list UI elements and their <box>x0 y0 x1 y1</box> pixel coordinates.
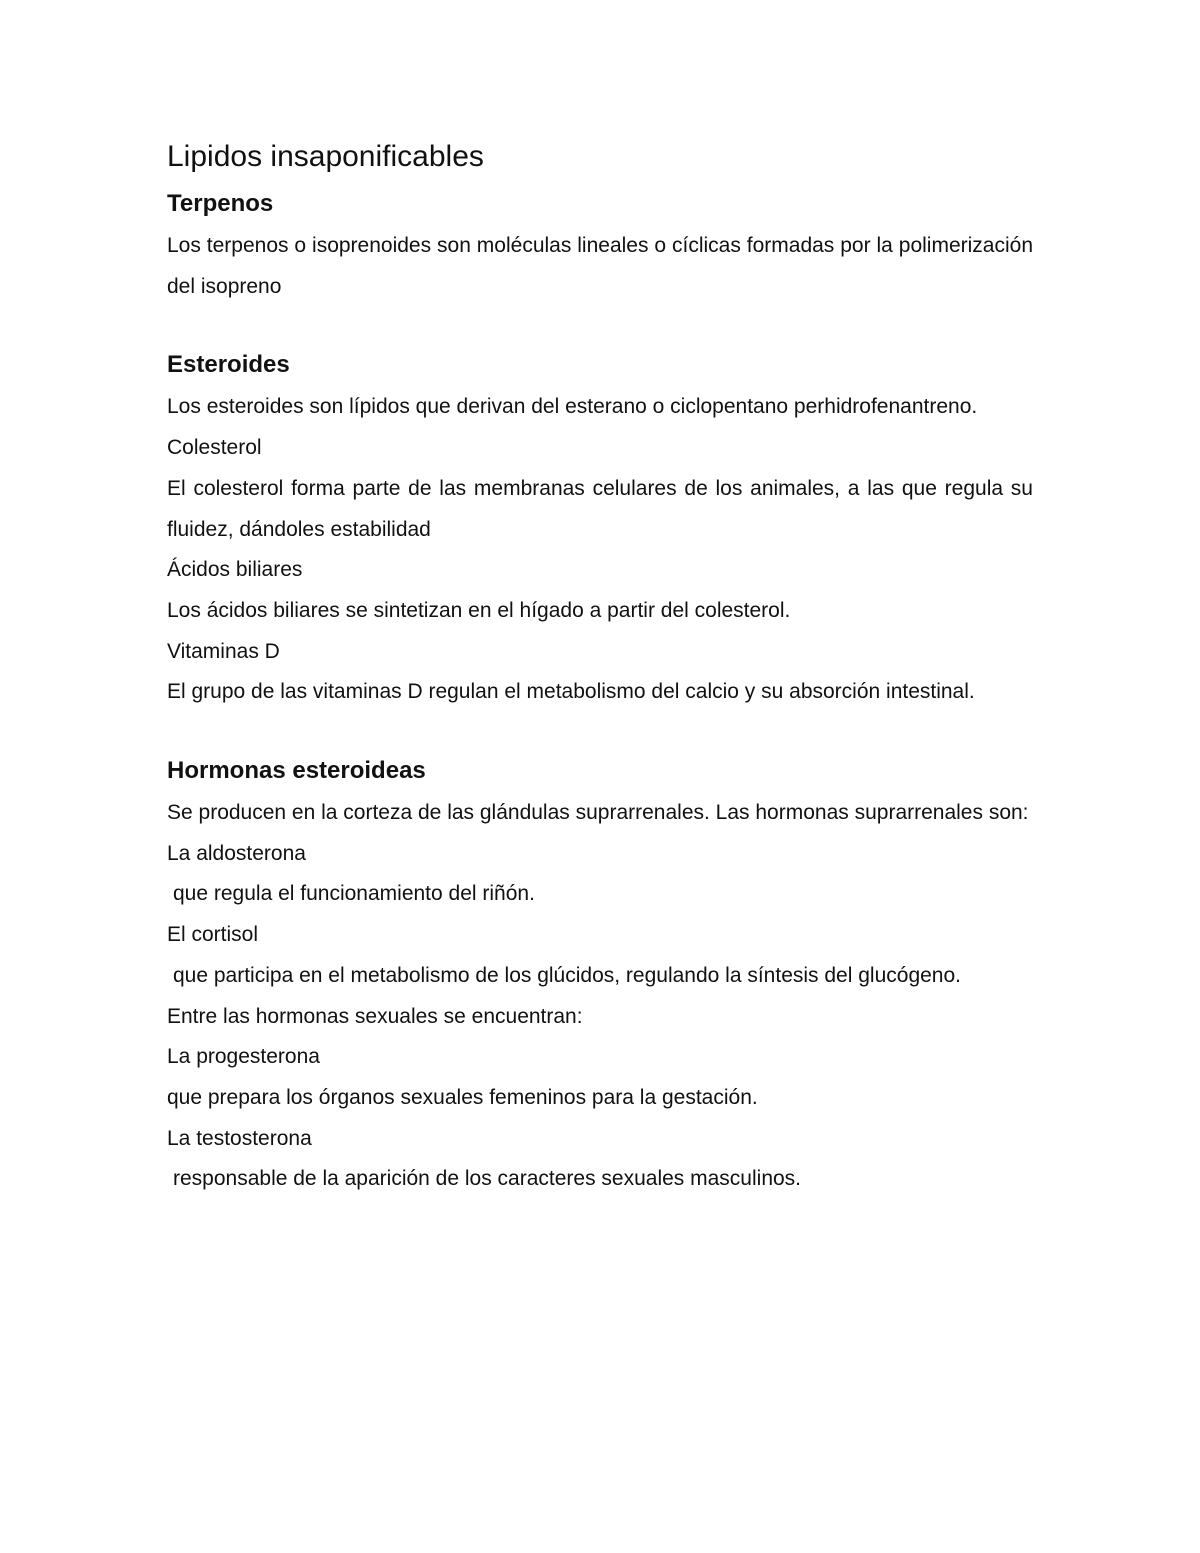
paragraph-aldosterona: que regula el funcionamiento del riñón. <box>173 882 535 906</box>
label-cortisol: El cortisol <box>167 923 259 947</box>
document-title: Lipidos insaponificables <box>167 140 484 173</box>
paragraph-cortisol-text: que participa en el metabolismo de los glúcidos, regulando la síntesis del glucógeno. <box>173 963 961 987</box>
section-heading-hormonas: Hormonas esteroideas <box>167 757 426 785</box>
spacer <box>167 713 1033 753</box>
paragraph-testosterona: responsable de la aparición de los caracteres sexuales masculinos. <box>173 1167 802 1191</box>
label-acidos-biliares: Ácidos biliares <box>167 558 303 582</box>
paragraph-colesterol: El colesterol forma parte de las membranas celulares de los animales, a las que regula su fluidez, dándoles estabilidad <box>167 476 1033 541</box>
spacer <box>167 307 1033 347</box>
paragraph-progesterona: que prepara los órganos sexuales femeninos para la gestación. <box>167 1085 758 1109</box>
paragraph-vitaminas-d: El grupo de las vitaminas D regulan el metabolismo del calcio y su absorción intestinal. <box>167 680 975 704</box>
section-heading-esteroides: Esteroides <box>167 351 290 379</box>
label-progesterona: La progesterona <box>167 1045 320 1069</box>
label-aldosterona: La aldosterona <box>167 841 306 865</box>
paragraph-sexuales-intro: Entre las hormonas sexuales se encuentran: <box>167 1004 583 1028</box>
paragraph-esteroides: Los esteroides son lípidos que derivan del esterano o ciclopentano perhidrofenantreno. <box>167 395 978 419</box>
label-colesterol: Colesterol <box>167 436 262 460</box>
document-page <box>167 136 1033 1200</box>
paragraph-acidos-biliares: Los ácidos biliares se sintetizan en el hígado a partir del colesterol. <box>167 598 791 622</box>
label-vitaminas-d: Vitaminas D <box>167 639 280 663</box>
paragraph-cortisol <box>167 956 1033 997</box>
section-heading-terpenos: Terpenos <box>167 190 274 217</box>
paragraph-terpenos: Los terpenos o isoprenoides son moléculas lineales o cíclicas formadas por la polimerización del isopreno <box>167 234 1033 298</box>
label-testosterona: La testosterona <box>167 1126 312 1150</box>
paragraph-hormonas: Se producen en la corteza de las glándulas suprarrenales. Las hormonas suprarrenales son: <box>167 801 1029 825</box>
